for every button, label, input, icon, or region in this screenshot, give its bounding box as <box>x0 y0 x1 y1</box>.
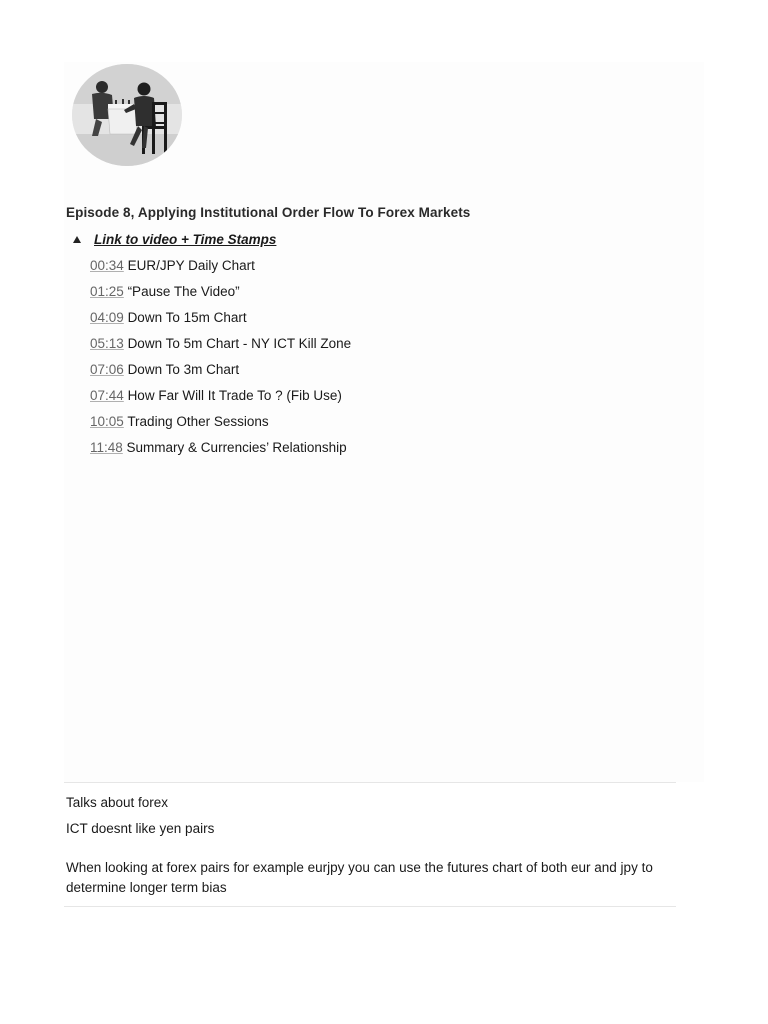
timestamp-label: Down To 15m Chart <box>127 310 247 325</box>
divider <box>64 782 676 783</box>
chess-players-photo-icon <box>72 64 182 166</box>
avatar <box>72 64 182 166</box>
note-paragraph: Talks about forex <box>66 795 169 810</box>
timestamp-label: Trading Other Sessions <box>127 414 269 429</box>
timestamp-link[interactable]: 07:44 <box>90 388 124 403</box>
timestamp-list <box>90 256 351 464</box>
timestamp-link[interactable]: 01:25 <box>90 284 124 299</box>
episode-title: Episode 8, Applying Institutional Order Flow To Forex Markets <box>66 205 471 220</box>
timestamp-label: Down To 3m Chart <box>127 362 240 377</box>
toggle-label[interactable]: Link to video + Time Stamps <box>94 232 277 247</box>
timestamp-label: EUR/JPY Daily Chart <box>127 258 255 273</box>
timestamp-label: Down To 5m Chart - NY ICT Kill Zone <box>127 336 352 351</box>
timestamp-link[interactable]: 10:05 <box>90 414 124 429</box>
timestamp-item <box>90 386 351 412</box>
timestamp-link[interactable]: 11:48 <box>90 440 123 455</box>
video-timestamps-toggle[interactable] <box>70 232 276 247</box>
timestamp-link[interactable]: 07:06 <box>90 362 124 377</box>
timestamp-link[interactable]: 00:34 <box>90 258 124 273</box>
timestamp-item <box>90 438 351 464</box>
timestamp-item <box>90 360 351 386</box>
note-paragraph: ICT doesnt like yen pairs <box>66 821 215 836</box>
timestamp-link[interactable]: 05:13 <box>90 336 124 351</box>
timestamp-label: How Far Will It Trade To ? (Fib Use) <box>127 388 342 403</box>
note-paragraph: When looking at forex pairs for example eurjpy you can use the futures chart of both eur and jpy to determine longer term bias <box>66 860 653 895</box>
timestamp-item <box>90 282 351 308</box>
timestamp-label: “Pause The Video” <box>127 284 240 299</box>
divider <box>64 906 676 907</box>
timestamp-link[interactable]: 04:09 <box>90 310 124 325</box>
timestamp-item <box>90 308 351 334</box>
timestamp-item <box>90 334 351 360</box>
triangle-up-icon[interactable] <box>73 236 81 243</box>
timestamp-item <box>90 412 351 438</box>
timestamp-label: Summary & Currencies’ Relationship <box>126 440 347 455</box>
timestamp-item <box>90 256 351 282</box>
